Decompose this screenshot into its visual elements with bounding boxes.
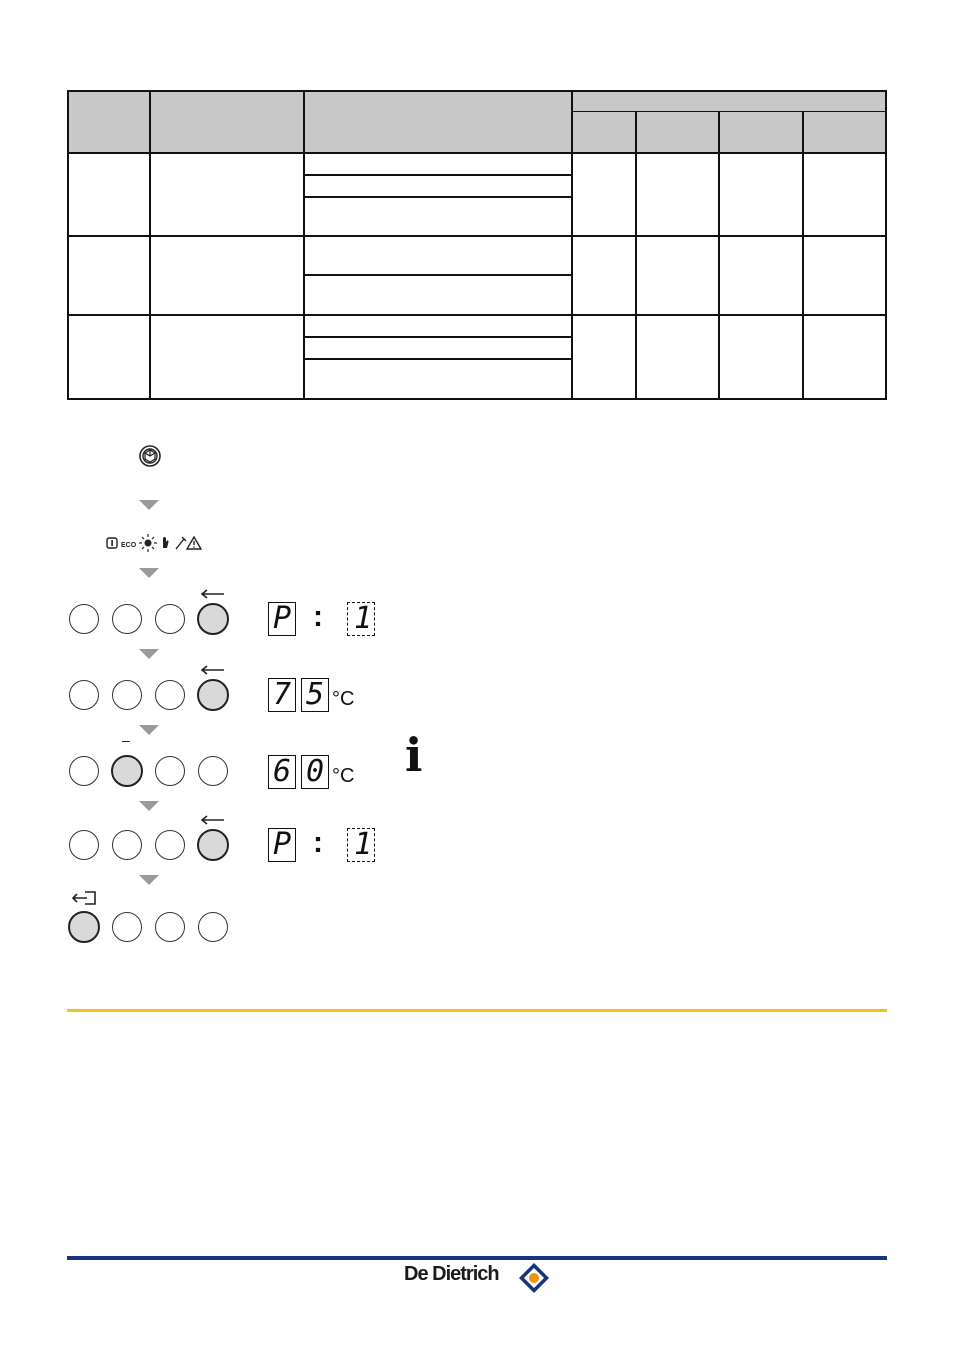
display-char: 5	[306, 677, 325, 712]
minus-button[interactable]	[111, 755, 143, 787]
section-divider	[67, 1009, 887, 1012]
display-digit-blinking	[347, 828, 375, 862]
keypad-button-2[interactable]	[112, 604, 142, 634]
keypad-button-1[interactable]	[69, 680, 99, 710]
keypad-button-3[interactable]	[155, 680, 185, 710]
display-colon: :	[313, 826, 323, 859]
keypad-button-2[interactable]	[112, 912, 142, 942]
display-digit	[301, 755, 329, 789]
keypad-button-1[interactable]	[69, 756, 99, 786]
keypad-button-1[interactable]	[69, 604, 99, 634]
display-digit-blinking	[347, 602, 375, 636]
keypad-button-3[interactable]	[155, 604, 185, 634]
step-arrow-icon	[139, 725, 159, 735]
display-digit	[268, 828, 296, 862]
display-char: P	[273, 601, 292, 636]
brand-name: De Dietrich	[404, 1263, 499, 1285]
display-digit	[268, 602, 296, 636]
keypad-button-4[interactable]	[198, 756, 228, 786]
eco-label: ECO	[121, 542, 137, 549]
step-arrow-icon	[139, 875, 159, 885]
brand-logo	[404, 1263, 499, 1286]
display-char: 6	[273, 754, 292, 789]
keypad-button-3[interactable]	[155, 830, 185, 860]
exit-icon	[71, 890, 99, 911]
display-char: 1	[354, 601, 373, 636]
keypad-button-2[interactable]	[112, 680, 142, 710]
step-arrow-icon	[139, 568, 159, 578]
enter-arrow-icon	[200, 586, 226, 604]
enter-arrow-icon	[200, 812, 226, 830]
step-arrow-icon	[139, 801, 159, 811]
display-char: P	[273, 827, 292, 862]
display-char: 1	[354, 827, 373, 862]
mode-icons-svg	[106, 534, 202, 552]
display-digit	[301, 678, 329, 712]
footer-rule	[67, 1256, 887, 1260]
display-digit	[268, 755, 296, 789]
enter-arrow-icon	[200, 662, 226, 680]
enter-button[interactable]	[197, 603, 229, 635]
minus-label: –	[122, 732, 130, 748]
keypad-button-3[interactable]	[155, 912, 185, 942]
display-colon: :	[313, 600, 323, 633]
mode-icons	[106, 534, 202, 552]
display-unit: °C	[332, 765, 355, 787]
step-arrow-icon	[139, 500, 159, 510]
table-header	[67, 90, 887, 152]
display-digit	[268, 678, 296, 712]
exit-button[interactable]	[68, 911, 100, 943]
step-arrow-icon	[139, 649, 159, 659]
keypad-button-1[interactable]	[69, 830, 99, 860]
parameter-table	[67, 90, 887, 400]
enter-button[interactable]	[197, 829, 229, 861]
enter-button[interactable]	[197, 679, 229, 711]
brand-diamond-icon	[518, 1262, 550, 1299]
info-icon: i	[405, 728, 423, 782]
display-unit: °C	[332, 688, 355, 710]
keypad-button-2[interactable]	[112, 830, 142, 860]
service-key-icon	[138, 444, 162, 473]
display-char: 0	[306, 754, 325, 789]
display-char: 7	[273, 677, 292, 712]
keypad-button-3[interactable]	[155, 756, 185, 786]
keypad-button-4[interactable]	[198, 912, 228, 942]
